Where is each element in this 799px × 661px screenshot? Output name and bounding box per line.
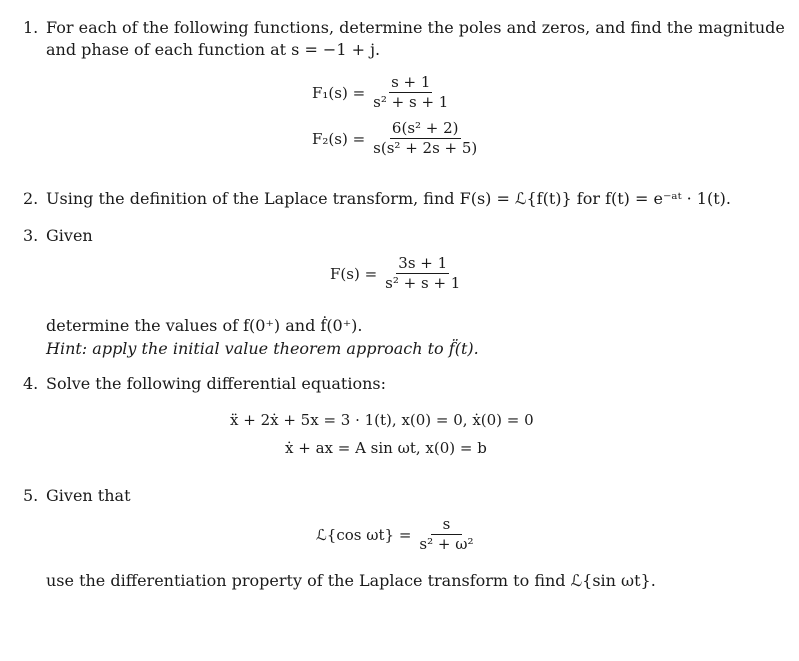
problem-5-given: Given that <box>46 486 131 505</box>
equation-ode-2: ẋ + ax = A sin ωt, x(0) = b <box>285 439 487 457</box>
equation-f3-fraction <box>383 255 462 293</box>
problem-4-number: 4. <box>23 374 39 393</box>
equation-f3-lhs: F(s) = <box>330 264 378 283</box>
equation-f3-numerator: 3s + 1 <box>396 255 449 274</box>
equation-f2-fraction <box>371 120 479 158</box>
problem-2-number: 2. <box>23 189 39 208</box>
problem-3-given: Given <box>46 226 93 245</box>
equation-laplace-cos-lhs: ℒ{cos ωt} = <box>316 525 412 544</box>
equation-f2-numerator: 6(s² + 2) <box>390 120 461 139</box>
equation-laplace-cos-fraction <box>417 516 475 554</box>
equation-laplace-cos-numerator: s <box>431 516 463 535</box>
equation-f1 <box>312 74 450 112</box>
equation-laplace-cos-denominator: s² + ω² <box>419 535 474 554</box>
equation-laplace-cos <box>316 516 475 554</box>
equation-f3 <box>330 255 462 293</box>
equation-ode-1: ẍ + 2ẋ + 5x = 3 · 1(t), x(0) = 0, ẋ(0) = 0 <box>230 411 534 429</box>
equation-f3-denominator: s² + s + 1 <box>385 274 461 293</box>
problem-5-number: 5. <box>23 486 39 505</box>
equation-f2-denominator: s(s² + 2s + 5) <box>373 139 478 158</box>
problem-3-text: determine the values of f(0⁺) and ḟ(0⁺). <box>46 316 363 335</box>
equation-f1-lhs: F₁(s) = <box>312 83 366 102</box>
problem-3-number: 3. <box>23 226 39 245</box>
equation-f2-lhs: F₂(s) = <box>312 129 366 148</box>
problem-1-text-line2: and phase of each function at s = −1 + j. <box>46 40 381 59</box>
equation-f1-fraction <box>371 74 450 112</box>
problem-4-text: Solve the following differential equations: <box>46 374 387 393</box>
problem-1-text-line1: For each of the following functions, determine the poles and zeros, and find the magnitude <box>46 18 785 37</box>
problem-2-text: Using the definition of the Laplace transform, find F(s) = ℒ{f(t)} for f(t) = e⁻ᵃᵗ · 1(t). <box>46 189 731 208</box>
equation-f2 <box>312 120 479 158</box>
equation-f1-denominator: s² + s + 1 <box>373 93 449 112</box>
problem-1-number: 1. <box>23 18 39 37</box>
problem-3-hint: Hint: apply the initial value theorem approach to f̈(t). <box>46 339 479 358</box>
problem-5-text: use the differentiation property of the Laplace transform to find ℒ{sin ωt}. <box>46 571 656 590</box>
equation-f1-numerator: s + 1 <box>389 74 432 93</box>
